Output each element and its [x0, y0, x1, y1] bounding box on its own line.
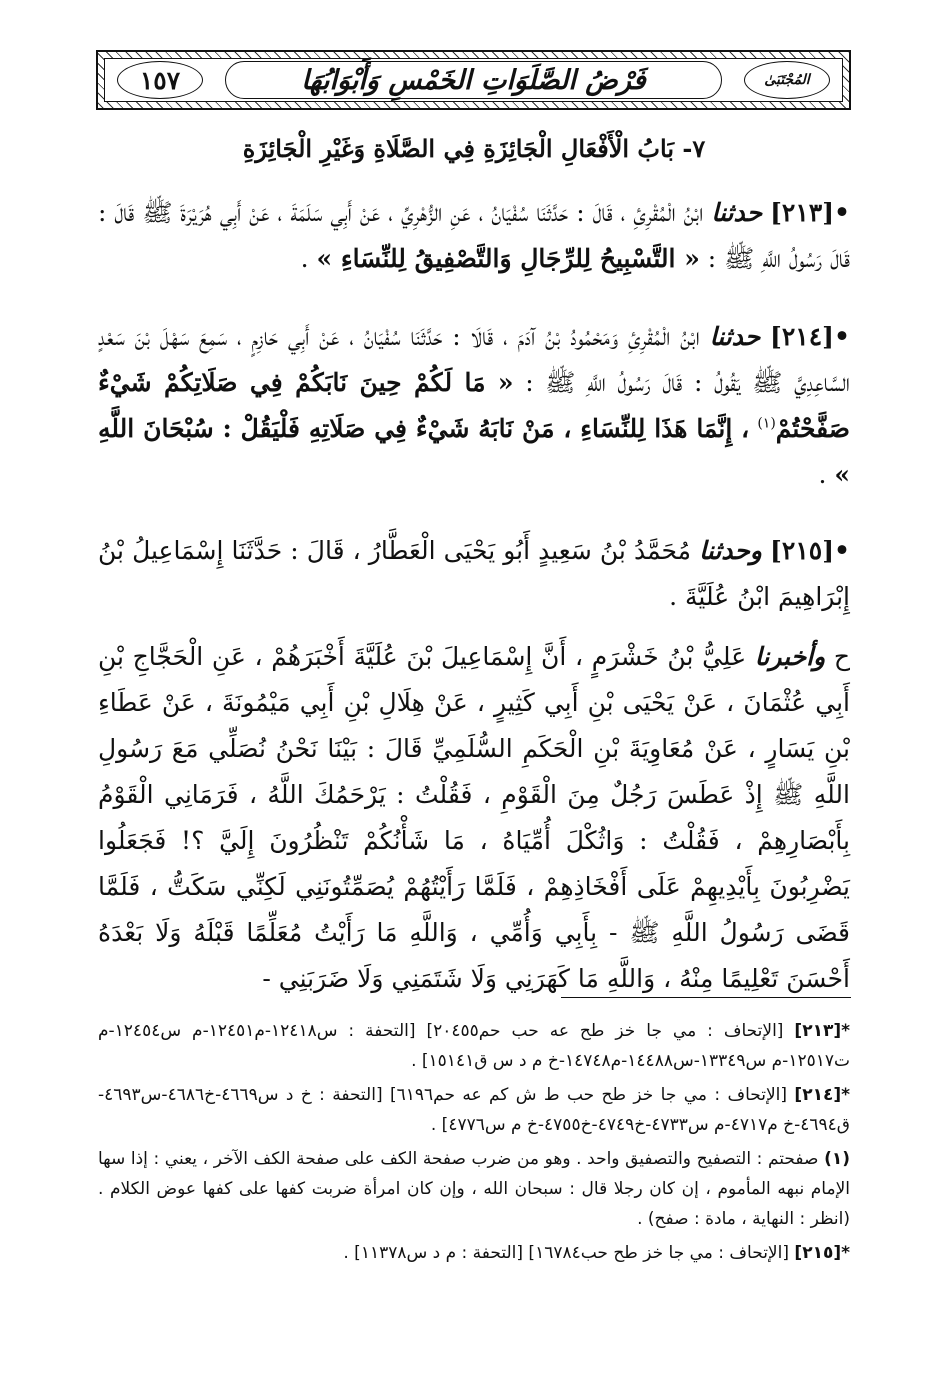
footnote-text: [الإتحاف : مي جا خز طح عه حب حم٢٠٤٥٥] [التحفة : س١٢٤١٨-م١٢٤٥١-م س١٢٤٥٤-م ت١٢٥١٧-م س١٣٣٤٩-س١٤٤٨٨-م١٤٧٤٨-خ م د س ق١٥١٤١] . — [98, 1021, 850, 1071]
footnote-label: *[٢١٥] — [794, 1243, 850, 1263]
isnad-text: ابْنُ الْمُقْرِئِ ، قَالَ : حَدَّثَنَا سُفْيَانُ ، عَنِ الزُّهْرِيِّ ، عَنْ أَبِي سَلَمَةَ ، عَنْ أَبِي هُرَيْرَةَ ﷺ قَالَ : قَالَ رَسُولُ اللَّهِ ﷺ : — [98, 198, 850, 273]
chain-word: وأخبرنا — [754, 642, 826, 671]
hadith-quote: ، إِنَّمَا هَذَا لِلنِّسَاءِ ، مَنْ نَابَهُ شَيْءٌ فِي صَلَاتِهِ فَلْيَقُلْ : سُبْحَانَ اللَّهِ » — [98, 414, 850, 489]
book-logo: المُجْتَبَىٰ — [764, 72, 810, 88]
running-title-text: فَرْضُ الصَّلَوَاتِ الخَمْسِ وَأَبْوَابُهَا — [301, 64, 646, 96]
hadith-paragraph — [98, 528, 850, 620]
hadith-text: عَلِيُّ بْنُ خَشْرَمٍ ، أَنَّ إِسْمَاعِيلَ بْنَ عُلَيَّةَ أَخْبَرَهُمْ ، عَنِ الْحَجَّاجِ بْنِ أَبِي عُثْمَانَ ، عَنْ يَحْيَى بْنِ أَبِي كَثِيرٍ ، عَنْ هِلَالِ بْنِ أَبِي مَيْمُونَةَ ، عَنْ عَطَاءِ بْنِ يَسَارٍ ، عَنْ مُعَاوِيَةَ بْنِ الْحَكَمِ السُّلَمِيِّ قَالَ : بَيْنَا نَحْنُ نُصَلِّي مَعَ رَسُولِ اللَّهِ ﷺ إِذْ عَطَسَ رَجُلٌ مِنَ الْقَوْمِ ، فَقُلْتُ : يَرْحَمُكَ اللَّهُ ، فَرَمَانِي الْقَوْمُ بِأَبْصَارِهِمْ ، فَقُلْتُ : وَاثُكْلَ أُمِّيَاهُ ، مَا شَأْنُكُمْ تَنْظُرُونَ إِلَيَّ ؟! فَجَعَلُوا يَضْرِبُونَ بِأَيْدِيهِمْ عَلَى أَفْخَاذِهِمْ ، فَلَمَّا رَأَيْتُهُمْ يُصَمِّتُونَنِي لَكِنِّي سَكَتُّ ، فَلَمَّا قَضَى رَسُولُ اللَّهِ ﷺ - بِأَبِي وَأُمِّي ، وَاللَّهِ مَا رَأَيْتُ مُعَلِّمًا قَبْلَهُ وَلَا بَعْدَهُ أَحْسَنَ تَعْلِيمًا مِنْهُ ، وَاللَّهِ مَا كَهَرَنِي وَلَا شَتَمَنِي وَلَا ضَرَبَنِي - — [98, 642, 850, 993]
isnad-text: مُحَمَّدُ بْنُ سَعِيدٍ أَبُو يَحْيَى الْعَطَّارُ ، قَالَ : حَدَّثَنَا إِسْمَاعِيلُ بْنُ إِبْرَاهِيمَ ابْنُ عُلَيَّةَ . — [98, 536, 850, 611]
paragraph-end: . — [300, 244, 309, 273]
chain-switch-marker: ح — [833, 642, 850, 671]
hadith-paragraph — [98, 314, 850, 498]
footnotes — [98, 1016, 850, 1272]
chapter-title: ٧- بَابُ الْأَفْعَالِ الْجَائِزَةِ فِي الصَّلَاةِ وَغَيْرِ الْجَائِزَةِ — [242, 134, 706, 163]
hadith-215 — [98, 528, 850, 620]
paragraph-end: . — [818, 460, 827, 489]
footnote-text: [الإتحاف : مي جا خز طح حب١٦٧٨٤] [التحفة : م د س١١٣٧٨] . — [343, 1243, 789, 1263]
chain-word: حدثنا — [711, 198, 763, 227]
chain-word: حدثنا — [709, 322, 761, 351]
footnote-reference: (١) — [757, 415, 776, 432]
running-title — [225, 61, 722, 99]
hadith-quote: « مَا لَكُمْ حِينَ نَابَكُمْ فِي صَلَاتِكُمْ شَيْءٌ صَفَّحْتُمْ — [98, 368, 850, 443]
footnote-label: *[٢١٤] — [794, 1085, 851, 1105]
page-number-badge — [117, 61, 203, 99]
hadith-number: •[٢١٣] — [770, 198, 851, 227]
footnote-label: (١) — [824, 1149, 851, 1169]
page-header — [96, 50, 851, 110]
hadith-paragraph — [98, 634, 850, 1002]
header-frame — [104, 58, 843, 102]
footnote — [98, 1080, 850, 1140]
hadith-number: •[٢١٤] — [770, 322, 850, 351]
hadith-213 — [98, 190, 850, 282]
hadith-214 — [98, 314, 850, 498]
hadith-quote: « التَّسْبِيحُ لِلرِّجَالِ وَالتَّصْفِيقُ لِلنِّسَاءِ » — [316, 244, 700, 273]
hadith-215-second-chain — [98, 634, 850, 1002]
hadith-number: •[٢١٥] — [770, 536, 850, 565]
footnote-divider — [561, 997, 851, 998]
chain-word: وحدثنا — [699, 536, 762, 565]
footnote — [98, 1238, 850, 1268]
footnote — [98, 1144, 850, 1234]
footnote-text: [الإتحاف : مي جا خز طح حب ط ش كم عه حم٦١٩٦] [التحفة : خ د س٤٦٦٩-خ٤٦٨٦-س٤٦٩٣-ق٤٦٩٤-خ م٤٧١٧-م س٤٧٣٣-خ٤٧٤٩-خ٤٧٥٥-خ م س٤٧٧٦] . — [98, 1085, 850, 1135]
footnote-label: *[٢١٣] — [794, 1021, 850, 1041]
isnad-text: ابْنُ الْمُقْرِئِ وَمَحْمُودُ بْنُ آدَمَ ، قَالَا : حَدَّثَنَا سُفْيَانُ ، عَنْ أَبِي حَازِمٍ ، سَمِعَ سَهْلَ بْنَ سَعْدٍ السَّاعِدِيَّ ﷺ يَقُولُ : قَالَ رَسُولُ اللَّهِ ﷺ : — [98, 322, 850, 397]
book-logo-badge — [744, 61, 830, 99]
footnote-text: صفحتم : التصفيح والتصفيق واحد . وهو من ضرب صفحة الكف على صفحة الكف الآخر ، يعني : إذا سها الإمام نبهه المأموم ، إن كان رجلا قال : سبحان الله ، وإن كان امرأة ضربت كفها على كفها عوض الكلام . (انظر : النهاية ، مادة : صفح) . — [98, 1149, 850, 1229]
page-number: ١٥٧ — [139, 65, 181, 95]
hadith-paragraph — [98, 190, 850, 282]
footnote — [98, 1016, 850, 1076]
